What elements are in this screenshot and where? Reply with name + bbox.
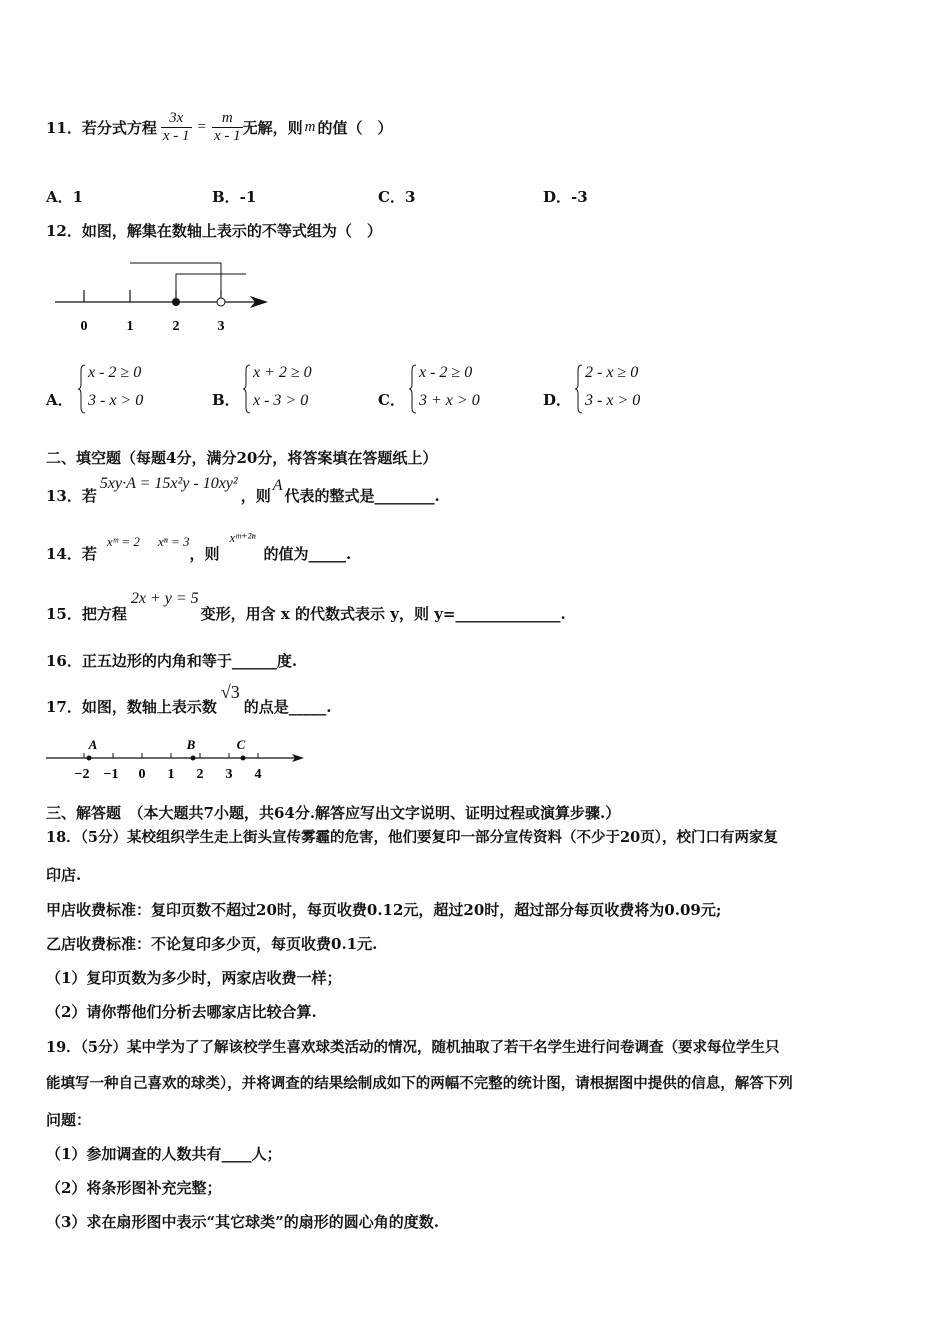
q11-var: m	[304, 118, 316, 135]
q12-option-d-letter[interactable]: D．	[543, 391, 572, 409]
q14-expr1: xᵐ = 2	[106, 534, 140, 549]
q19-sub1: （1）参加调查的人数共有____人；	[46, 1145, 282, 1163]
q11-frac2-num: m	[212, 110, 243, 128]
section-2-heading: 二、填空题（每题4分，满分20分，将答案填在答题纸上）	[46, 449, 438, 467]
q12-d-line1: 2 - x ≥ 0	[585, 364, 639, 381]
q11-equals: =	[197, 118, 206, 135]
q12-option-b-letter[interactable]: B．	[212, 391, 240, 409]
q11-label: 11．若分式方程	[46, 118, 157, 137]
q12-c-line2: 3 + x > 0	[419, 392, 480, 409]
q11-frac1-den: x - 1	[162, 127, 190, 144]
q12-c-line1: x - 2 ≥ 0	[419, 364, 473, 381]
q14-expr3: xᵐ⁺²ⁿ	[229, 530, 256, 545]
q11-option-c[interactable]: C．3	[378, 188, 416, 206]
q14	[46, 530, 351, 564]
brace-icon	[78, 364, 86, 414]
section-3-heading: 三、解答题 （本大题共7小题，共64分.解答应写出文字说明、证明过程或演算步骤.）	[46, 804, 621, 822]
q18-line3: 甲店收费标准：复印页数不超过20时，每页收费0.12元，超过20时，超过部分每页收费将为0.09元;	[46, 901, 722, 919]
q12-a-line1: x - 2 ≥ 0	[88, 364, 142, 381]
q13-label: 13．若	[46, 487, 97, 505]
q15-expr: 2x + y = 5	[130, 590, 199, 607]
q17-point-label-a: A	[88, 737, 98, 752]
q13-end: 代表的整式是________.	[284, 487, 440, 505]
q17-tick-label-m2: −2	[74, 767, 90, 782]
q11	[46, 102, 393, 152]
q11-option-b[interactable]: B．-1	[212, 188, 257, 206]
q12-open-point	[217, 298, 225, 306]
q11-suffix: 无解，则	[242, 118, 303, 137]
q17-point-c	[241, 756, 246, 761]
q13-expr: 5xy·A = 15x²y - 10xy²	[99, 475, 238, 492]
q12-option-c-letter[interactable]: C．	[378, 391, 405, 409]
q12-b-line1: x + 2 ≥ 0	[253, 364, 312, 381]
q17-end: 的点是_____.	[243, 698, 332, 716]
q19-sub2: （2）将条形图补充完整；	[46, 1179, 222, 1197]
q17-point-label-b: B	[186, 737, 196, 752]
q17-tick-label-4: 4	[254, 767, 262, 782]
q17-tick-label-3: 3	[225, 767, 233, 782]
q18-line1: 18．（5分）某校组织学生走上街头宣传雾霾的危害，他们要复印一部分宣传资料（不少于20页），校门口有两家复	[46, 829, 778, 846]
q17-point-label-c: C	[236, 737, 246, 752]
q15-label: 15．把方程	[46, 605, 127, 623]
q14-expr2: xⁿ = 3	[157, 534, 190, 549]
q16: 16．正五边形的内角和等于______度.	[46, 652, 298, 670]
brace-icon	[409, 364, 417, 414]
q19-line2: 能填写一种自己喜欢的球类），并将调查的结果绘制成如下的两幅不完整的统计图，请根据图中提供的信息，解答下列	[46, 1075, 793, 1092]
q17-tick-label-1: 1	[167, 767, 175, 782]
q12-a-line2: 3 - x > 0	[88, 392, 144, 409]
q13	[46, 475, 440, 506]
q12-tick-label-1: 1	[126, 319, 134, 334]
q15-end: 变形，用含 x 的代数式表示 y，则 y=______________.	[200, 605, 566, 623]
q11-end: 的值（ ）	[317, 118, 393, 137]
q17	[46, 682, 332, 717]
q14-mid: ，则	[189, 545, 220, 563]
q17-tick-label-m1: −1	[103, 767, 119, 782]
q11-fraction-right	[212, 110, 243, 145]
q12-d-line2: 3 - x > 0	[585, 392, 641, 409]
q11-frac1-num: 3x	[161, 110, 192, 128]
q12-label: 12．如图，解集在数轴上表示的不等式组为（ ）	[46, 222, 382, 240]
q14-label: 14．若	[46, 545, 97, 563]
q12-b-line2: x - 3 > 0	[253, 392, 309, 409]
q12-option-a-letter[interactable]: A．	[46, 391, 73, 409]
q17-point-a	[87, 756, 92, 761]
q17-number-line-figure	[44, 734, 310, 784]
q17-expr: √3	[220, 682, 240, 702]
brace-icon	[575, 364, 583, 414]
q18-sub1: （1）复印页数为多少时，两家店收费一样；	[46, 969, 342, 987]
q12-number-line-figure	[50, 258, 280, 340]
q11-frac2-den: x - 1	[214, 127, 241, 144]
q12-tick-label-0: 0	[80, 319, 88, 334]
q12-tick-label-3: 3	[217, 319, 225, 334]
q18-line2: 印店.	[46, 866, 82, 884]
q12-closed-point	[172, 298, 180, 306]
q18-sub2: （2）请你帮他们分析去哪家店比较合算.	[46, 1003, 317, 1021]
q19-sub3: （3）求在扇形图中表示“其它球类”的扇形的圆心角的度数.	[46, 1213, 439, 1231]
q17-label: 17．如图，数轴上表示数	[46, 698, 217, 716]
q17-point-b	[191, 756, 196, 761]
q11-option-a[interactable]: A．1	[46, 188, 84, 206]
brace-icon	[243, 364, 251, 414]
q11-option-d[interactable]: D．-3	[543, 188, 588, 206]
q12-solution-bracket-right	[176, 274, 246, 302]
q12-tick-label-2: 2	[172, 319, 180, 334]
q19-line1: 19．（5分）某中学为了了解该校学生喜欢球类活动的情况，随机抽取了若干名学生进行问卷调查（要求每位学生只	[46, 1039, 780, 1056]
q13-var: A	[272, 477, 283, 494]
q14-end: 的值为_____.	[263, 545, 352, 563]
q11-fraction-left	[161, 110, 192, 145]
q18-line4: 乙店收费标准：不论复印多少页，每页收费0.1元.	[46, 935, 378, 953]
q15	[46, 590, 566, 624]
q17-tick-label-2: 2	[196, 767, 204, 782]
q17-tick-label-0: 0	[138, 767, 146, 782]
q19-line3: 问题：	[46, 1111, 92, 1129]
q13-mid: ，则	[240, 487, 271, 505]
